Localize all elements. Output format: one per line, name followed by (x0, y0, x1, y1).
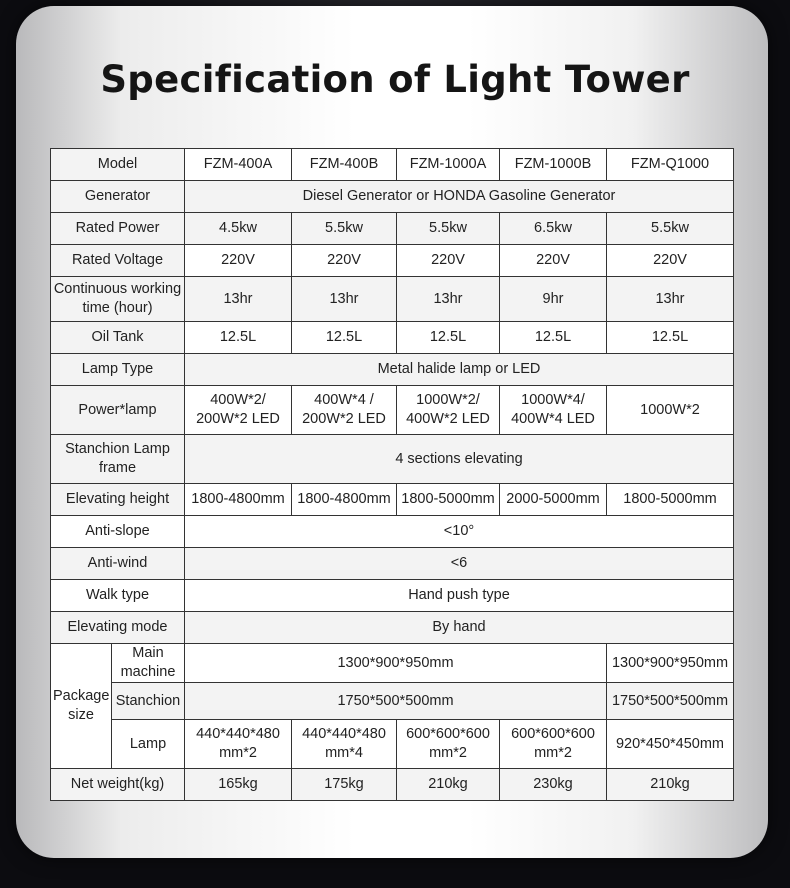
walk-type-value: Hand push type (185, 580, 734, 612)
table-cell: 13hr (397, 277, 500, 322)
table-row-package-stanchion (51, 683, 734, 720)
table-cell: 600*600*600 mm*2 (500, 720, 607, 769)
table-cell: 12.5L (185, 322, 292, 354)
table-cell: 1000W*2 (607, 386, 734, 435)
table-cell: 1750*500*500mm (607, 683, 734, 720)
table-cell: 1000W*2/ 400W*2 LED (397, 386, 500, 435)
sub-label-lamp: Lamp (112, 720, 185, 769)
table-row-stanchion (51, 435, 734, 484)
table-cell: 220V (185, 245, 292, 277)
table-cell: 1000W*4/ 400W*4 LED (500, 386, 607, 435)
table-cell: 175kg (292, 769, 397, 801)
table-cell: 210kg (397, 769, 500, 801)
table-row-generator (51, 181, 734, 213)
table-row-rated-power (51, 213, 734, 245)
row-label-walk-type: Walk type (51, 580, 185, 612)
table-cell: 230kg (500, 769, 607, 801)
sub-label-main-machine: Main machine (112, 644, 185, 683)
table-cell: 220V (292, 245, 397, 277)
row-label-elevating-mode: Elevating mode (51, 612, 185, 644)
row-label-generator: Generator (51, 181, 185, 213)
anti-wind-value: <6 (185, 548, 734, 580)
table-row-walk-type (51, 580, 734, 612)
generator-value: Diesel Generator or HONDA Gasoline Generator (185, 181, 734, 213)
row-label-rated-voltage: Rated Voltage (51, 245, 185, 277)
table-cell: 13hr (185, 277, 292, 322)
table-cell: 920*450*450mm (607, 720, 734, 769)
row-label-stanchion: Stanchion Lamp frame (51, 435, 185, 484)
table-cell: 400W*2/ 200W*2 LED (185, 386, 292, 435)
table-cell: 400W*4 / 200W*2 LED (292, 386, 397, 435)
table-cell: 12.5L (500, 322, 607, 354)
table-cell: 1800-5000mm (607, 484, 734, 516)
table-cell: 440*440*480 mm*2 (185, 720, 292, 769)
model-header: FZM-400A (185, 149, 292, 181)
table-row-elevating-height (51, 484, 734, 516)
model-header: FZM-400B (292, 149, 397, 181)
table-cell: 210kg (607, 769, 734, 801)
row-label-lamp-type: Lamp Type (51, 354, 185, 386)
table-cell: 13hr (607, 277, 734, 322)
table-cell: 4.5kw (185, 213, 292, 245)
row-label-anti-wind: Anti-wind (51, 548, 185, 580)
table-row-package-lamp (51, 720, 734, 769)
table-row-package-main (51, 644, 734, 683)
table-cell: 6.5kw (500, 213, 607, 245)
table-cell: 2000-5000mm (500, 484, 607, 516)
table-cell: 220V (397, 245, 500, 277)
row-label-oil-tank: Oil Tank (51, 322, 185, 354)
sub-label-stanchion: Stanchion (112, 683, 185, 720)
model-header: FZM-Q1000 (607, 149, 734, 181)
table-cell: 220V (500, 245, 607, 277)
row-label-anti-slope: Anti-slope (51, 516, 185, 548)
row-label-working-time: Continuous working time (hour) (51, 277, 185, 322)
table-cell: 9hr (500, 277, 607, 322)
table-cell: 12.5L (607, 322, 734, 354)
table-row-anti-wind (51, 548, 734, 580)
table-cell: 12.5L (292, 322, 397, 354)
table-cell: 1750*500*500mm (185, 683, 607, 720)
row-label-elevating-height: Elevating height (51, 484, 185, 516)
row-label-power-lamp: Power*lamp (51, 386, 185, 435)
row-label-net-weight: Net weight(kg) (51, 769, 185, 801)
table-cell: 12.5L (397, 322, 500, 354)
anti-slope-value: <10° (185, 516, 734, 548)
table-cell: 220V (607, 245, 734, 277)
table-cell: 5.5kw (292, 213, 397, 245)
table-row-working-time (51, 277, 734, 322)
model-header: FZM-1000A (397, 149, 500, 181)
table-cell: 600*600*600 mm*2 (397, 720, 500, 769)
elevating-mode-value: By hand (185, 612, 734, 644)
spec-table (50, 148, 734, 801)
table-cell: 1300*900*950mm (185, 644, 607, 683)
table-row-elevating-mode (51, 612, 734, 644)
table-cell: 1800-5000mm (397, 484, 500, 516)
table-cell: 1800-4800mm (292, 484, 397, 516)
table-cell: 1300*900*950mm (607, 644, 734, 683)
table-cell: 440*440*480 mm*4 (292, 720, 397, 769)
row-label-rated-power: Rated Power (51, 213, 185, 245)
row-label-model: Model (51, 149, 185, 181)
stanchion-value: 4 sections elevating (185, 435, 734, 484)
table-row-anti-slope (51, 516, 734, 548)
model-header: FZM-1000B (500, 149, 607, 181)
table-cell: 1800-4800mm (185, 484, 292, 516)
page-title: Specification of Light Tower (100, 58, 690, 101)
table-row-net-weight (51, 769, 734, 801)
table-cell: 5.5kw (397, 213, 500, 245)
table-row-power-lamp (51, 386, 734, 435)
table-cell: 13hr (292, 277, 397, 322)
lamp-type-value: Metal halide lamp or LED (185, 354, 734, 386)
table-cell: 165kg (185, 769, 292, 801)
table-row-rated-voltage (51, 245, 734, 277)
row-label-package-size: Package size (51, 644, 112, 769)
table-row-model (51, 149, 734, 181)
table-cell: 5.5kw (607, 213, 734, 245)
table-row-lamp-type (51, 354, 734, 386)
table-row-oil-tank (51, 322, 734, 354)
